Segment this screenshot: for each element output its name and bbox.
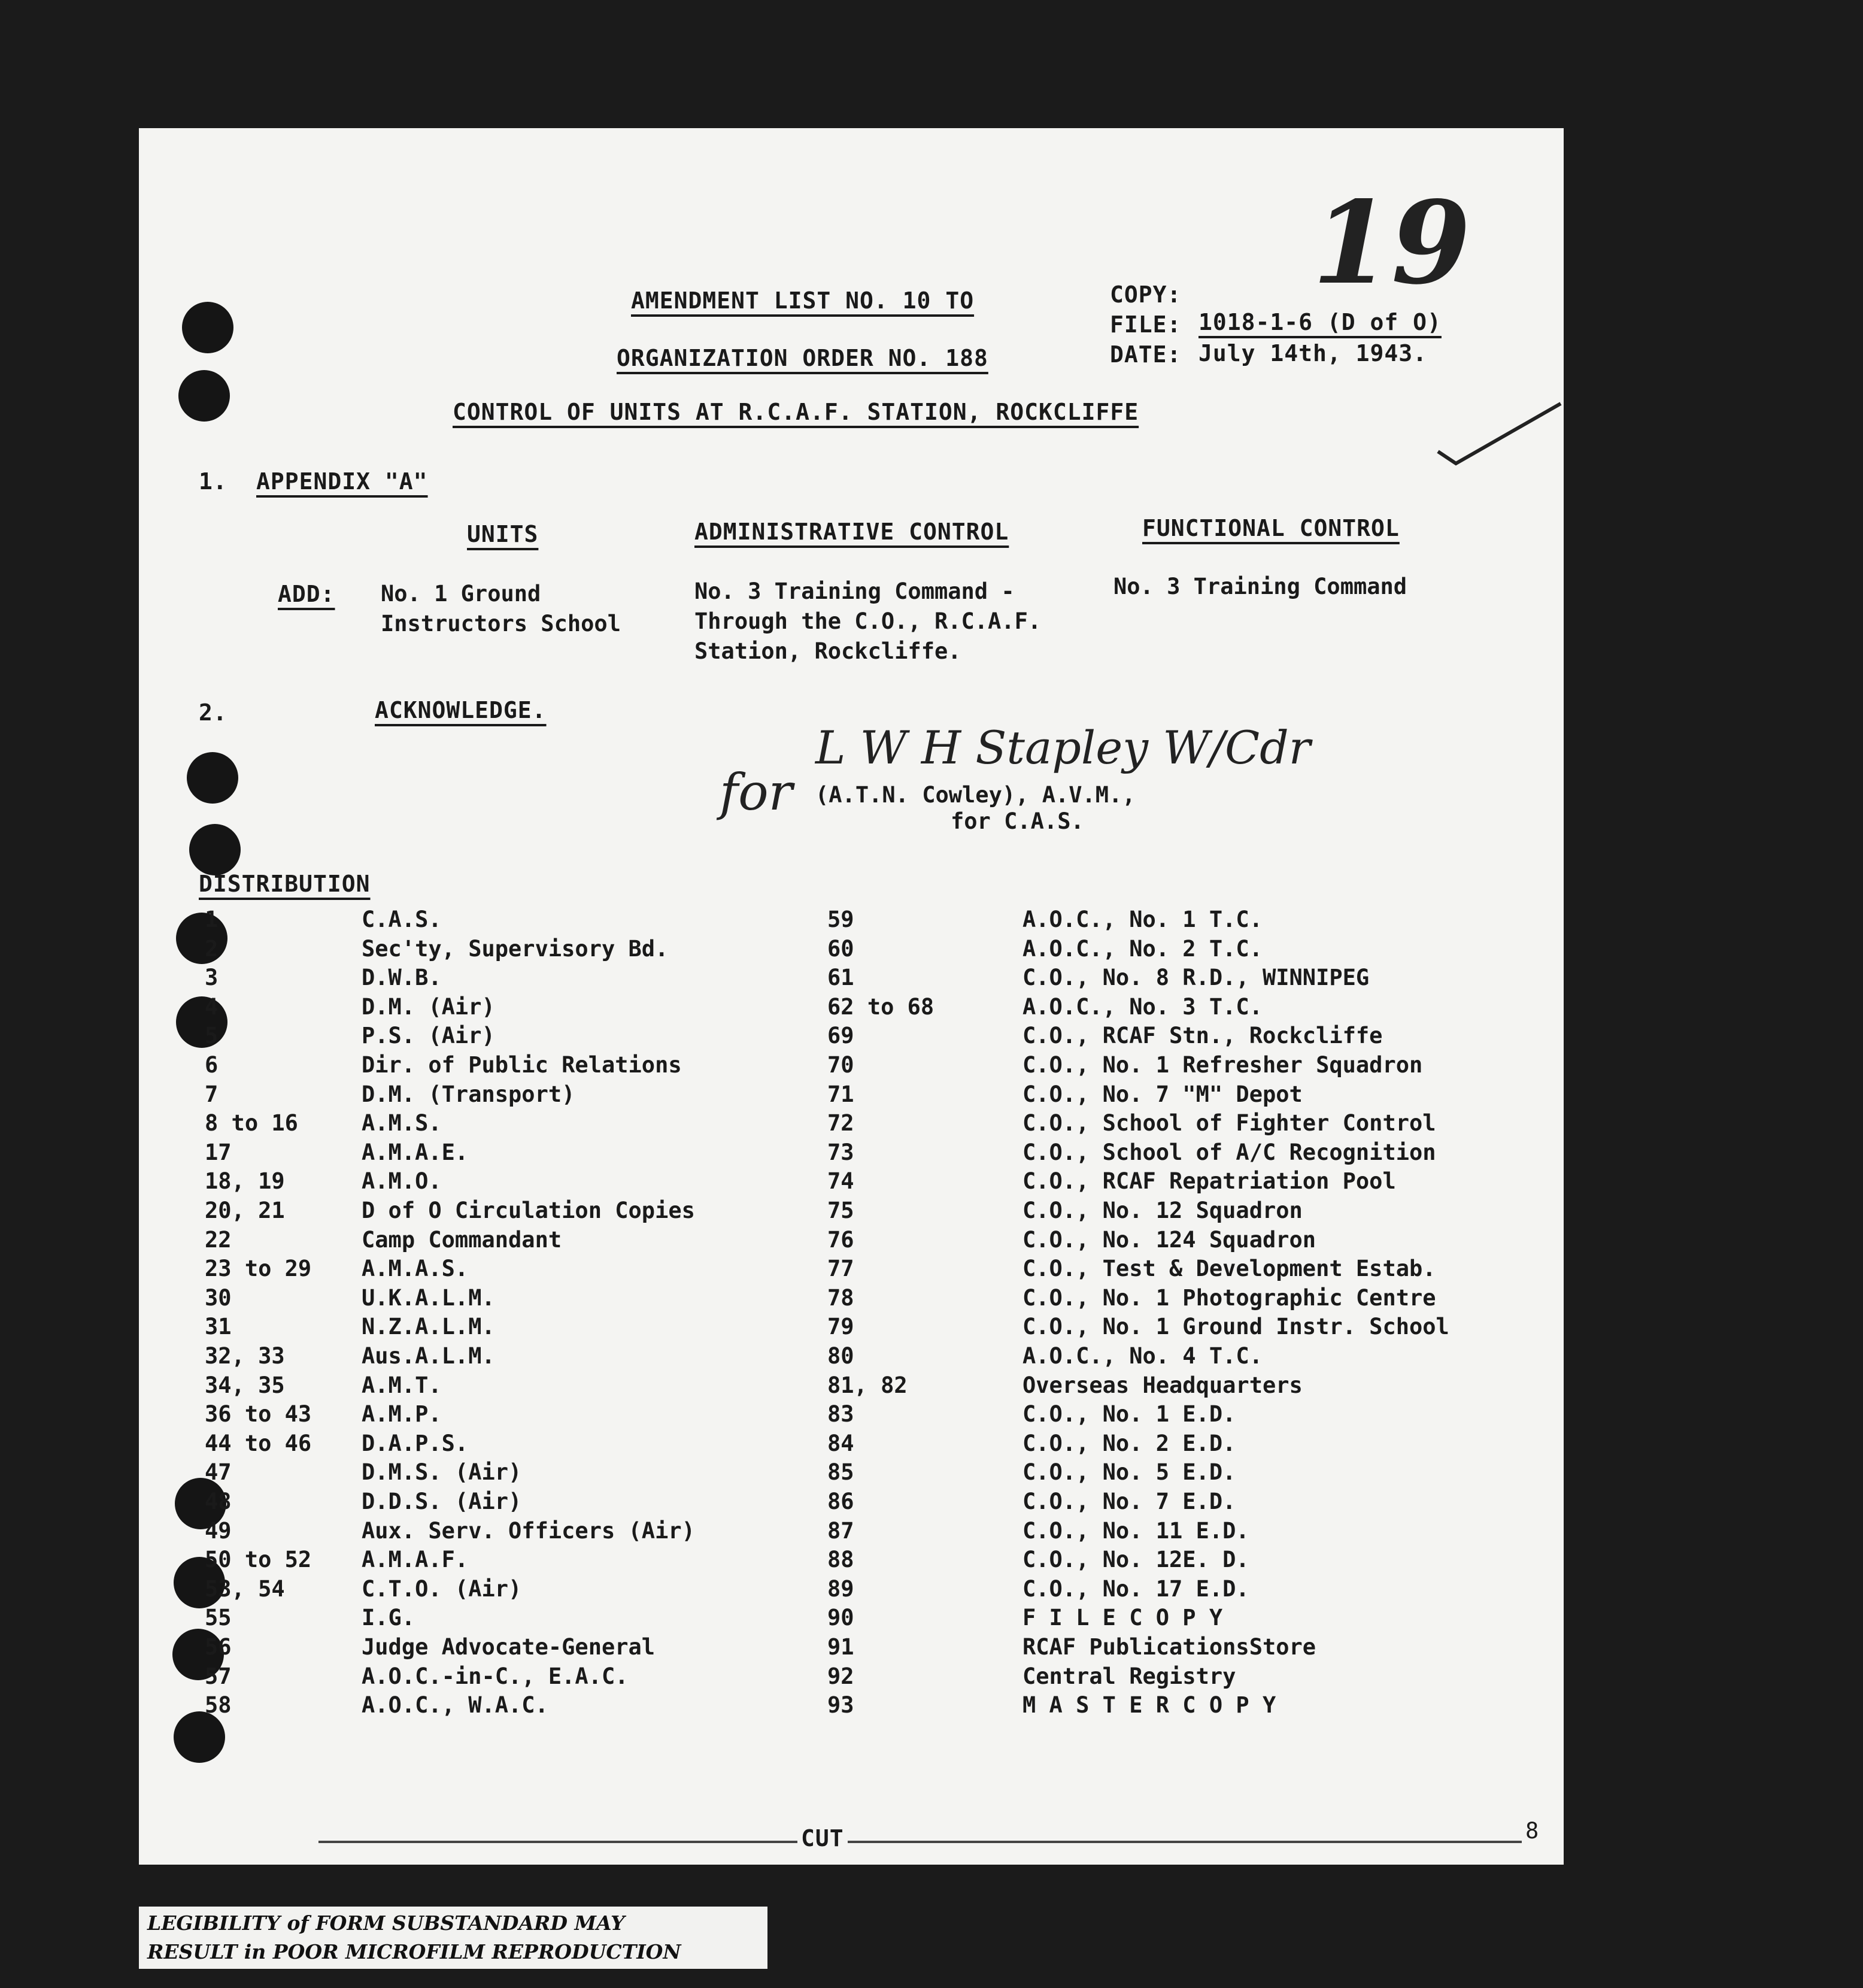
- distribution-recipient: P.S. (Air): [362, 1023, 495, 1048]
- distribution-recipient: D.W.B.: [362, 965, 442, 990]
- distribution-copy-number: 36 to 43: [205, 1401, 312, 1427]
- distribution-recipient: I.G.: [362, 1605, 415, 1631]
- distribution-copy-number: 50 to 52: [205, 1547, 312, 1572]
- distribution-recipient: A.O.C., No. 4 T.C.: [1022, 1343, 1263, 1369]
- distribution-recipient: A.O.C., No. 3 T.C.: [1022, 994, 1263, 1020]
- distribution-recipient: C.O., RCAF Repatriation Pool: [1022, 1168, 1396, 1194]
- distribution-copy-number: 71: [827, 1081, 854, 1107]
- distribution-recipient: D.M.S. (Air): [362, 1459, 522, 1485]
- distribution-copy-number: 34, 35: [205, 1372, 285, 1398]
- column-header-admin: ADMINISTRATIVE CONTROL: [694, 519, 1009, 545]
- distribution-copy-number: 5: [205, 1023, 219, 1048]
- distribution-copy-number: 31: [205, 1314, 232, 1340]
- distribution-copy-number: 58: [205, 1692, 232, 1718]
- cut-line: [318, 1841, 1522, 1843]
- distribution-copy-number: 55: [205, 1605, 232, 1631]
- distribution-recipient: C.O., Test & Development Estab.: [1022, 1256, 1436, 1281]
- distribution-recipient: D.D.S. (Air): [362, 1489, 522, 1514]
- distribution-recipient: C.O., No. 12 Squadron: [1022, 1198, 1303, 1223]
- distribution-copy-number: 8 to 16: [205, 1110, 298, 1136]
- add-label: ADD:: [278, 581, 335, 607]
- file-label: FILE:: [1110, 311, 1182, 338]
- distribution-copy-number: 75: [827, 1198, 854, 1223]
- distribution-recipient: A.M.P.: [362, 1401, 442, 1427]
- distribution-copy-number: 6: [205, 1052, 219, 1078]
- unit-line: No. 1 Ground: [381, 581, 541, 607]
- microfilm-legibility-note: [139, 1907, 767, 1969]
- distribution-copy-number: 17: [205, 1140, 232, 1165]
- distribution-copy-number: 74: [827, 1168, 854, 1194]
- distribution-copy-number: 3: [205, 965, 219, 990]
- distribution-copy-number: 79: [827, 1314, 854, 1340]
- distribution-copy-number: 32, 33: [205, 1343, 285, 1369]
- distribution-copy-number: 86: [827, 1489, 854, 1514]
- distribution-recipient: C.O., No. 1 Refresher Squadron: [1022, 1052, 1423, 1078]
- distribution-copy-number: 69: [827, 1023, 854, 1048]
- distribution-recipient: C.O., No. 124 Squadron: [1022, 1227, 1316, 1253]
- punch-hole: [176, 913, 227, 964]
- date-label: DATE:: [1110, 341, 1182, 368]
- punch-hole: [174, 1711, 225, 1763]
- admin-line: Station, Rockcliffe.: [694, 638, 961, 664]
- column-header-units: UNITS: [467, 521, 539, 547]
- distribution-recipient: A.M.A.E.: [362, 1140, 469, 1165]
- distribution-recipient: C.O., No. 11 E.D.: [1022, 1518, 1249, 1544]
- distribution-recipient: C.A.S.: [362, 907, 442, 932]
- distribution-heading: DISTRIBUTION: [199, 871, 371, 897]
- distribution-recipient: Sec'ty, Supervisory Bd.: [362, 936, 669, 962]
- distribution-copy-number: 80: [827, 1343, 854, 1369]
- distribution-copy-number: 72: [827, 1110, 854, 1136]
- admin-line: No. 3 Training Command -: [694, 578, 1015, 604]
- distribution-recipient: A.O.C., No. 2 T.C.: [1022, 936, 1263, 962]
- distribution-recipient: C.O., No. 1 Photographic Centre: [1022, 1285, 1436, 1311]
- distribution-recipient: Central Registry: [1022, 1663, 1236, 1689]
- copy-number-handwritten: 19: [1312, 176, 1471, 310]
- section-1-title: APPENDIX "A": [256, 468, 428, 495]
- distribution-copy-number: 49: [205, 1518, 232, 1544]
- distribution-recipient: RCAF PublicationsStore: [1022, 1634, 1316, 1660]
- distribution-recipient: A.O.C., W.A.C.: [362, 1692, 548, 1718]
- distribution-copy-number: 89: [827, 1576, 854, 1602]
- distribution-recipient: Dir. of Public Relations: [362, 1052, 682, 1078]
- corner-mark: 8: [1525, 1818, 1539, 1844]
- distribution-copy-number: 90: [827, 1605, 854, 1631]
- typed-signatory: (A.T.N. Cowley), A.V.M.,: [815, 782, 1136, 808]
- check-mark-icon: [1432, 386, 1564, 469]
- subtitle: CONTROL OF UNITS AT R.C.A.F. STATION, ROCKCLIFFE: [453, 399, 1139, 425]
- distribution-copy-number: 77: [827, 1256, 854, 1281]
- date-value: July 14th, 1943.: [1198, 340, 1428, 366]
- distribution-recipient: C.O., No. 2 E.D.: [1022, 1431, 1236, 1456]
- distribution-copy-number: 1: [205, 907, 219, 932]
- distribution-recipient: U.K.A.L.M.: [362, 1285, 495, 1311]
- distribution-copy-number: 53, 54: [205, 1576, 285, 1602]
- distribution-recipient: D.M. (Air): [362, 994, 495, 1020]
- typed-for: for C.A.S.: [951, 808, 1084, 834]
- distribution-recipient: Judge Advocate-General: [362, 1634, 656, 1660]
- punch-hole: [187, 752, 238, 804]
- distribution-copy-number: 22: [205, 1227, 232, 1253]
- distribution-recipient: C.T.O. (Air): [362, 1576, 522, 1602]
- distribution-copy-number: 44 to 46: [205, 1431, 312, 1456]
- punch-hole: [176, 996, 227, 1048]
- distribution-recipient: M A S T E R C O P Y: [1022, 1692, 1276, 1718]
- distribution-copy-number: 73: [827, 1140, 854, 1165]
- distribution-recipient: Overseas Headquarters: [1022, 1372, 1303, 1398]
- distribution-copy-number: 23 to 29: [205, 1256, 312, 1281]
- functional-line: No. 3 Training Command: [1113, 574, 1407, 599]
- distribution-recipient: C.O., No. 17 E.D.: [1022, 1576, 1249, 1602]
- distribution-copy-number: 56: [205, 1634, 232, 1660]
- caption-line: LEGIBILITY of FORM SUBSTANDARD MAY: [147, 1911, 625, 1935]
- handwritten-signature: L W H Stapley W/Cdr: [815, 721, 1311, 774]
- distribution-recipient: Aus.A.L.M.: [362, 1343, 495, 1369]
- distribution-recipient: C.O., No. 7 "M" Depot: [1022, 1081, 1303, 1107]
- distribution-recipient: A.M.O.: [362, 1168, 442, 1194]
- section-2-title: ACKNOWLEDGE.: [375, 697, 547, 723]
- section-2-number: 2.: [199, 699, 227, 726]
- distribution-recipient: C.O., School of Fighter Control: [1022, 1110, 1436, 1136]
- distribution-copy-number: 7: [205, 1081, 219, 1107]
- distribution-copy-number: 92: [827, 1663, 854, 1689]
- distribution-recipient: D.A.P.S.: [362, 1431, 469, 1456]
- title-line-2: ORGANIZATION ORDER NO. 188: [617, 345, 988, 371]
- distribution-copy-number: 91: [827, 1634, 854, 1660]
- punch-hole: [178, 370, 230, 422]
- distribution-recipient: N.Z.A.L.M.: [362, 1314, 495, 1340]
- distribution-copy-number: 4: [205, 994, 219, 1020]
- distribution-recipient: C.O., No. 1 E.D.: [1022, 1401, 1236, 1427]
- distribution-recipient: A.M.A.S.: [362, 1256, 469, 1281]
- caption-line: RESULT in POOR MICROFILM REPRODUCTION: [147, 1940, 681, 1963]
- distribution-recipient: C.O., RCAF Stn., Rockcliffe: [1022, 1023, 1383, 1048]
- distribution-copy-number: 87: [827, 1518, 854, 1544]
- unit-line: Instructors School: [381, 611, 621, 637]
- distribution-copy-number: 70: [827, 1052, 854, 1078]
- distribution-recipient: Aux. Serv. Officers (Air): [362, 1518, 695, 1544]
- distribution-recipient: C.O., School of A/C Recognition: [1022, 1140, 1436, 1165]
- distribution-copy-number: 61: [827, 965, 854, 990]
- title-line-1: AMENDMENT LIST NO. 10 TO: [631, 287, 975, 314]
- punch-hole: [182, 302, 233, 353]
- distribution-copy-number: 93: [827, 1692, 854, 1718]
- distribution-recipient: C.O., No. 12E. D.: [1022, 1547, 1249, 1572]
- distribution-copy-number: 84: [827, 1431, 854, 1456]
- distribution-recipient: A.M.A.F.: [362, 1547, 469, 1572]
- distribution-copy-number: 76: [827, 1227, 854, 1253]
- distribution-copy-number: 59: [827, 907, 854, 932]
- distribution-copy-number: 78: [827, 1285, 854, 1311]
- section-1-number: 1.: [199, 468, 227, 495]
- distribution-copy-number: 88: [827, 1547, 854, 1572]
- distribution-copy-number: 83: [827, 1401, 854, 1427]
- distribution-recipient: A.M.S.: [362, 1110, 442, 1136]
- cut-label: CUT: [797, 1825, 848, 1851]
- distribution-copy-number: 20, 21: [205, 1198, 285, 1223]
- distribution-recipient: C.O., No. 1 Ground Instr. School: [1022, 1314, 1449, 1340]
- distribution-recipient: A.O.C., No. 1 T.C.: [1022, 907, 1263, 932]
- distribution-recipient: D of O Circulation Copies: [362, 1198, 695, 1223]
- distribution-copy-number: 81, 82: [827, 1372, 908, 1398]
- distribution-recipient: C.O., No. 8 R.D., WINNIPEG: [1022, 965, 1370, 990]
- distribution-copy-number: 48: [205, 1489, 232, 1514]
- distribution-copy-number: 62 to 68: [827, 994, 934, 1020]
- column-header-functional: FUNCTIONAL CONTROL: [1142, 515, 1400, 541]
- distribution-copy-number: 85: [827, 1459, 854, 1485]
- distribution-recipient: C.O., No. 5 E.D.: [1022, 1459, 1236, 1485]
- document-page: [139, 128, 1564, 1865]
- distribution-copy-number: 57: [205, 1663, 232, 1689]
- distribution-recipient: Camp Commandant: [362, 1227, 562, 1253]
- distribution-recipient: D.M. (Transport): [362, 1081, 575, 1107]
- distribution-copy-number: 30: [205, 1285, 232, 1311]
- distribution-recipient: F I L E C O P Y: [1022, 1605, 1223, 1631]
- distribution-copy-number: 18, 19: [205, 1168, 285, 1194]
- distribution-copy-number: 2: [205, 936, 219, 962]
- punch-hole: [189, 824, 241, 875]
- distribution-recipient: C.O., No. 7 E.D.: [1022, 1489, 1236, 1514]
- distribution-recipient: A.M.T.: [362, 1372, 442, 1398]
- distribution-copy-number: 60: [827, 936, 854, 962]
- file-value: 1018-1-6 (D of O): [1198, 309, 1442, 335]
- distribution-copy-number: 47: [205, 1459, 232, 1485]
- admin-line: Through the C.O., R.C.A.F.: [694, 608, 1042, 634]
- handwritten-for: for: [720, 763, 793, 822]
- copy-label: COPY:: [1110, 281, 1182, 308]
- distribution-recipient: A.O.C.-in-C., E.A.C.: [362, 1663, 629, 1689]
